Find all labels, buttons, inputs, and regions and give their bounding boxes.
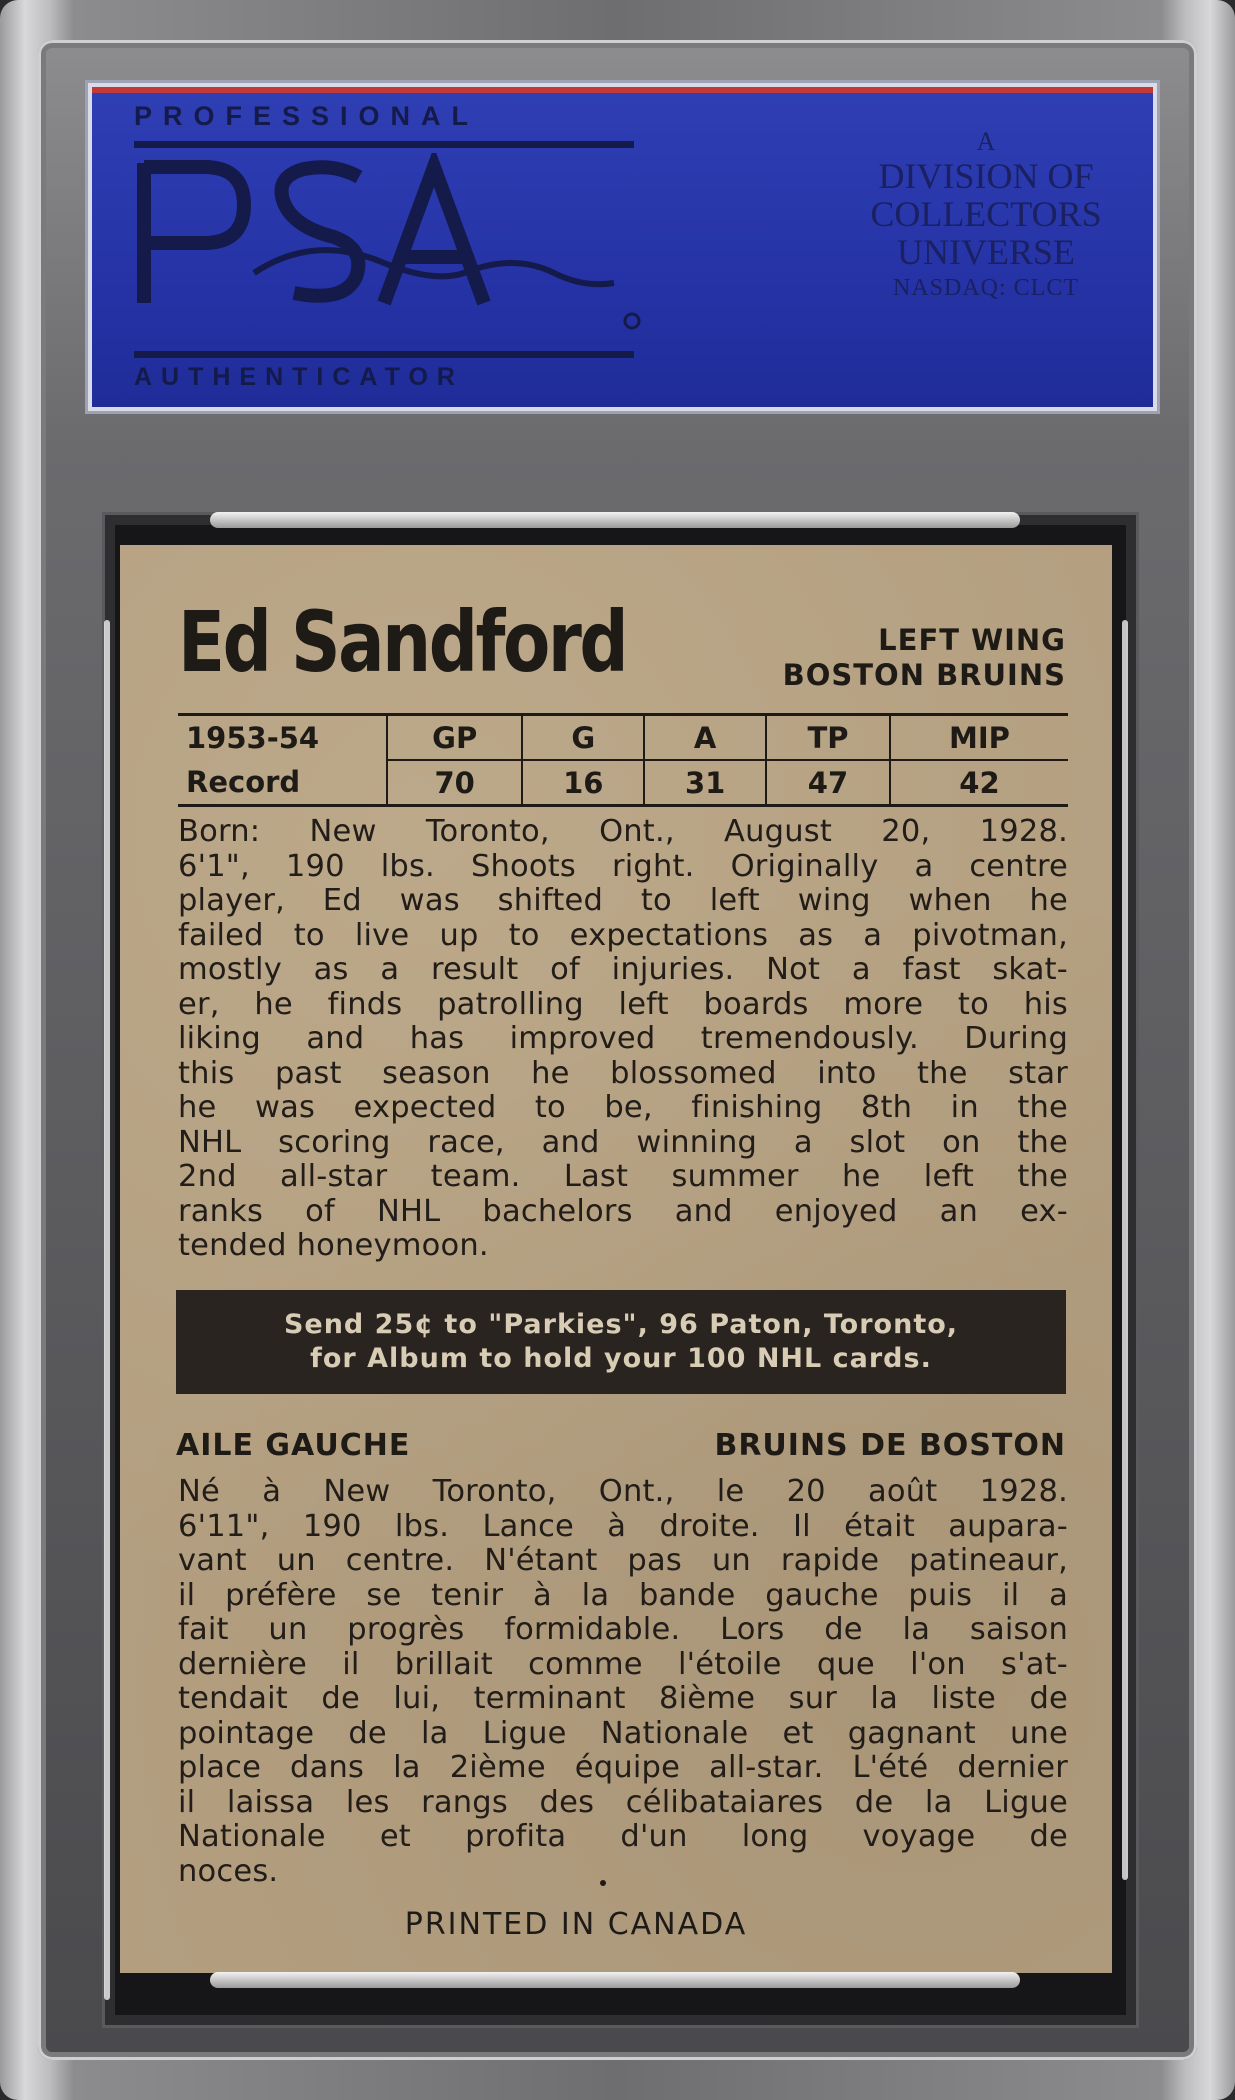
stats-value-a: 31 bbox=[644, 760, 766, 804]
stats-season: 1953-54 bbox=[186, 721, 320, 755]
offer-line-1: Send 25¢ to "Parkies", 96 Paton, Toronto, bbox=[283, 1309, 959, 1340]
logo-authenticator-text: AUTHENTICATOR bbox=[134, 363, 464, 391]
division-line-a: A bbox=[976, 127, 996, 156]
bio-fr-line: il préfère se tenir à la bande gauche puis il a bbox=[178, 1577, 1068, 1613]
bio-fr-line: pointage de la Ligue Nationale et gagnant une bbox=[178, 1715, 1068, 1751]
bio-en-line: liking and has improved tremendously. During bbox=[178, 1021, 1068, 1056]
french-biography bbox=[178, 1475, 1068, 1889]
english-biography bbox=[178, 815, 1068, 1264]
bio-en-line: 2nd all-star team. Last summer he left the bbox=[178, 1159, 1068, 1194]
holder-bottom-glare bbox=[210, 1972, 1020, 1988]
stats-header-mip: MIP bbox=[890, 716, 1068, 760]
bio-en-line: ranks of NHL bachelors and enjoyed an ex- bbox=[178, 1193, 1068, 1229]
bio-en-line: NHL scoring race, and winning a slot on the bbox=[178, 1124, 1068, 1160]
division-line-2: COLLECTORS bbox=[870, 194, 1102, 234]
logo-top-rule bbox=[134, 141, 634, 148]
hockey-card-back bbox=[120, 545, 1112, 1973]
division-line-3: UNIVERSE bbox=[897, 232, 1075, 272]
psa-logo-mark-icon bbox=[134, 153, 654, 349]
psa-logo bbox=[134, 101, 694, 391]
printed-in-canada: PRINTED IN CANADA bbox=[404, 1907, 748, 1942]
position-french: AILE GAUCHE bbox=[176, 1428, 411, 1463]
bio-fr-line: noces. bbox=[178, 1853, 279, 1889]
stats-value-tp: 47 bbox=[766, 760, 890, 804]
print-dot bbox=[600, 1880, 606, 1886]
division-line-nasdaq: NASDAQ: CLCT bbox=[892, 275, 1079, 301]
bio-fr-line: vant un centre. N'étant pas un rapide patineaur, bbox=[178, 1543, 1068, 1578]
bio-en-line: player, Ed was shifted to left wing when he bbox=[178, 883, 1068, 918]
bio-en-line: 6'1", 190 lbs. Shoots right. Originally a centre bbox=[178, 848, 1068, 884]
bio-fr-line: tendait de lui, terminant 8ième sur la liste de bbox=[178, 1681, 1068, 1716]
bio-fr-line: Nationale et profita d'un long voyage de bbox=[178, 1819, 1068, 1854]
bio-fr-line: il laissa les rangs des célibataiares de la Ligue bbox=[178, 1784, 1068, 1820]
bio-en-line: he was expected to be, finishing 8th in the bbox=[178, 1090, 1068, 1125]
stats-header-tp: TP bbox=[766, 716, 890, 760]
player-position-team bbox=[783, 623, 1066, 693]
division-text bbox=[841, 127, 1131, 305]
logo-bottom-rule bbox=[134, 351, 634, 358]
bio-en-line: this past season he blossomed into the star bbox=[178, 1055, 1068, 1091]
player-name: Ed Sandford bbox=[178, 593, 627, 691]
stats-value-row bbox=[178, 760, 1068, 804]
label-red-stripe bbox=[92, 87, 1153, 93]
psa-label bbox=[88, 83, 1157, 411]
bio-fr-line: 6'11", 190 lbs. Lance à droite. Il était aupara- bbox=[178, 1508, 1068, 1544]
team-french: BRUINS DE BOSTON bbox=[714, 1428, 1066, 1463]
bio-en-line: Born: New Toronto, Ont., August 20, 1928. bbox=[178, 814, 1068, 849]
bio-fr-line: place dans la 2ième équipe all-star. L'été dernier bbox=[178, 1750, 1068, 1785]
offer-line-2: for Album to hold your 100 NHL cards. bbox=[310, 1343, 932, 1374]
division-line-1: DIVISION OF bbox=[878, 156, 1094, 196]
bio-en-line: mostly as a result of injuries. Not a fast skat- bbox=[178, 952, 1068, 987]
bio-fr-line: Né à New Toronto, Ont., le 20 août 1928. bbox=[178, 1474, 1068, 1509]
stats-header-a: A bbox=[644, 716, 766, 760]
stats-value-g: 16 bbox=[522, 760, 644, 804]
logo-professional-text: PROFESSIONAL bbox=[134, 101, 480, 131]
stats-header-row bbox=[178, 716, 1068, 760]
holder-top-glare bbox=[210, 512, 1020, 528]
stats-table bbox=[178, 713, 1068, 807]
holder-left-glare bbox=[104, 620, 110, 2000]
stats-value-mip: 42 bbox=[890, 760, 1068, 804]
bio-en-line: failed to live up to expectations as a pivotman, bbox=[178, 917, 1068, 953]
album-offer-banner bbox=[176, 1290, 1066, 1394]
bio-en-line: tended honeymoon. bbox=[178, 1228, 489, 1263]
bio-fr-line: dernière il brillait comme l'étoile que l'on s'at- bbox=[178, 1646, 1068, 1682]
bio-en-line: er, he finds patrolling left boards more to his bbox=[178, 986, 1068, 1022]
holder-right-glare bbox=[1122, 620, 1128, 1880]
bio-fr-line: fait un progrès formidable. Lors de la saison bbox=[178, 1612, 1068, 1647]
player-position: LEFT WING bbox=[878, 623, 1066, 657]
stats-value-gp: 70 bbox=[387, 760, 522, 804]
stats-header-g: G bbox=[522, 716, 644, 760]
player-team: BOSTON BRUINS bbox=[782, 658, 1066, 692]
stats-header-gp: GP bbox=[387, 716, 522, 760]
stats-row-label: Record bbox=[186, 765, 301, 799]
